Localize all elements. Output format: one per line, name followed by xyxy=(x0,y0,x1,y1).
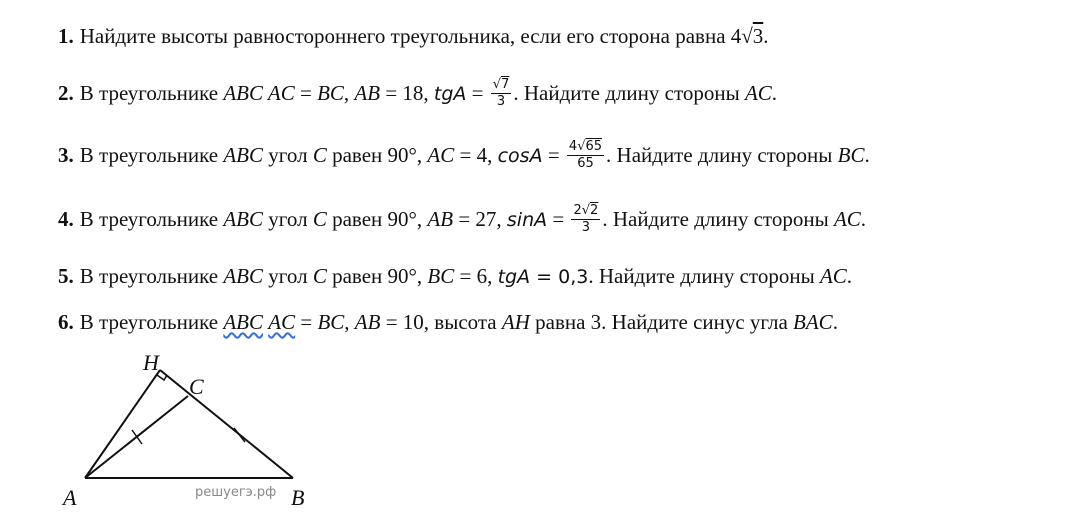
altitude-ah xyxy=(85,370,160,478)
problem-6: 6. В треугольнике ABC AC = BC , AB = 10, высота AH равна 3. Найдите синус угла BAC . xyxy=(58,310,838,334)
problem-text: Найдите высоты равностороннего треугольника, если его сторона равна 4 xyxy=(79,24,742,48)
fraction: $\frac{2√2}{3}$ xyxy=(573,203,599,236)
vertex-label-a: A xyxy=(63,485,77,510)
problem-number: 3. xyxy=(58,143,74,168)
math-function: tgA xyxy=(433,82,467,105)
problem-1: 1. Найдите высоты равностороннего треугольника, если его сторона равна 4 √ 3 . xyxy=(58,24,769,48)
vertex-label-c: C xyxy=(189,374,204,399)
problem-number: 6. xyxy=(58,310,74,334)
vertex-label-b: B xyxy=(291,485,305,510)
vertex-label-h: H xyxy=(143,350,159,375)
math-function: tgA xyxy=(497,265,531,288)
spellcheck-underlined-text: ABC xyxy=(223,310,264,334)
problem-number: 4. xyxy=(58,207,74,232)
problem-number: 2. xyxy=(58,81,74,106)
radicand: 3 xyxy=(752,24,764,48)
math-function: cosA xyxy=(497,144,543,167)
problem-5: 5. В треугольнике ABC угол C равен 90°, BC = 6, tgA = 0,3 . Найдите длину стороны AC . xyxy=(58,264,853,288)
watermark: решуегэ.рф xyxy=(195,485,277,500)
tick-mark-ac xyxy=(132,430,142,444)
triangle-figure xyxy=(55,350,335,520)
problem-number: 1. xyxy=(58,24,74,48)
problem-2: 2. В треугольнике ABC AC = BC , AB = 18, tgA = $\frac{√7}{3}$ . Найдите длину стороны AC . xyxy=(58,77,778,110)
sqrt-symbol: √ xyxy=(741,24,753,48)
side-bc-extended xyxy=(160,370,293,478)
fraction: $\frac{4√65}{65}$ xyxy=(568,139,603,172)
problem-3: 3. В треугольнике ABC угол C равен 90°, AC = 4, cosA = $\frac{4√65}{65}$ . Найдите длину стороны BC . xyxy=(58,139,870,172)
math-function: sinA xyxy=(506,208,548,231)
tick-mark-bc xyxy=(234,428,245,442)
fraction: $\frac{√7}{3}$ xyxy=(492,77,510,110)
problem-4: 4. В треугольнике ABC угол C равен 90°, AB = 27, sinA = $\frac{2√2}{3}$ . Найдите длину стороны AC . xyxy=(58,203,867,236)
problem-number: 5. xyxy=(58,264,74,288)
